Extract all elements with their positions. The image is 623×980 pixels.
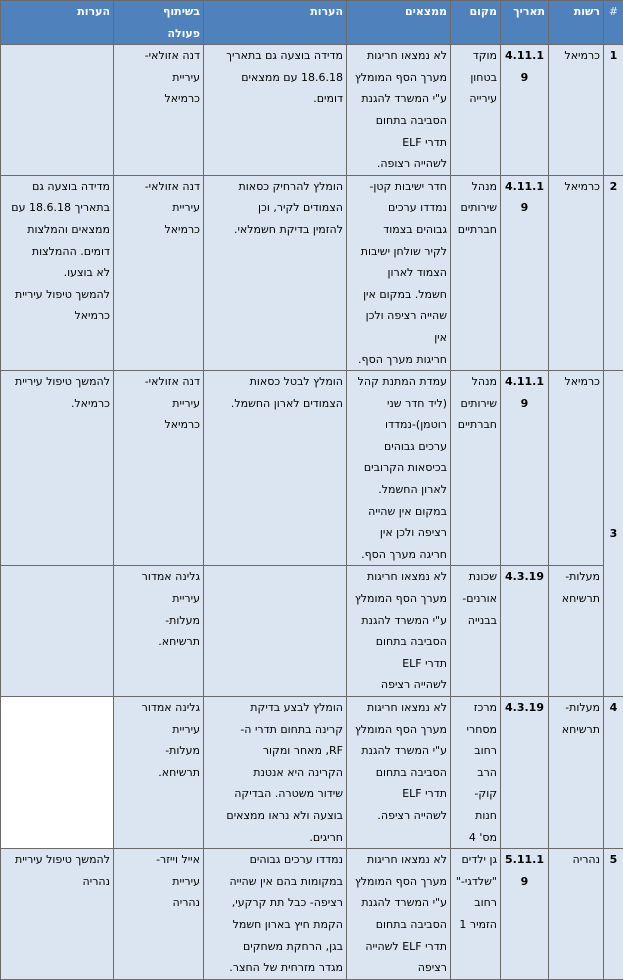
table-row bbox=[1, 849, 623, 980]
row-partner: דנה אזולאי- עיריית כרמיאל bbox=[114, 45, 204, 176]
row-authority: כרמיאל bbox=[549, 45, 604, 176]
col-header-findings: ממצאים bbox=[347, 1, 451, 45]
row-notes-2 bbox=[1, 697, 114, 849]
row-number: 2 bbox=[604, 175, 623, 370]
row-partner: דנה אזולאי- עיריית כרמיאל bbox=[114, 175, 204, 370]
row-number: 5 bbox=[604, 849, 623, 980]
col-header-authority: רשות bbox=[549, 1, 604, 45]
row-findings: חדר ישיבות קטן- נמדדו ערכים גבוהים בצמוד לקיר שולחן ישיבות הצמוד לארון חשמל. במקום אין שהייה רציפה ולכן אין חריגות מערך הסף. bbox=[347, 175, 451, 370]
row-notes-2 bbox=[1, 566, 114, 697]
row-partner: גלינה אמדור עיריית מעלות- תרשיחא. bbox=[114, 697, 204, 849]
row-notes bbox=[204, 566, 347, 697]
row-place: שכונת אורנים- בבנייה bbox=[451, 566, 501, 697]
row-findings: עמדת המתנת קהל (ליד חדר שני רוטמן)-נמדדו ערכים גבוהים בכיסאות הקרובים לארון החשמל. במקום אין שהייה רציפה ולכן אין חריגה מערך הסף. bbox=[347, 371, 451, 566]
row-partner: גלינה אמדור עיריית מעלות- תרשיחא. bbox=[114, 566, 204, 697]
row-notes-2: מדידה בוצעה גם בתאריך 18.6.18 עם ממצאים והמלצות דומים. ההמלצות לא בוצעו. להמשך טיפול עיריית כרמיאל bbox=[1, 175, 114, 370]
table-row bbox=[1, 371, 623, 566]
table-row bbox=[1, 175, 623, 370]
row-place: מנהל שירותים חברתיים bbox=[451, 371, 501, 566]
row-partner: אייל וייזר- עיריית נהריה bbox=[114, 849, 204, 980]
row-notes-2: להמשך טיפול עיריית נהריה bbox=[1, 849, 114, 980]
row-number: 4 bbox=[604, 697, 623, 849]
row-date: 4.11.19 bbox=[501, 45, 549, 176]
header-row bbox=[1, 1, 623, 45]
col-header-partner: בשיתוף פעולה bbox=[114, 1, 204, 45]
row-date: 4.11.19 bbox=[501, 175, 549, 370]
row-place: גן ילדים "שלדגי-" רחוב הזמיר 1 bbox=[451, 849, 501, 980]
row-date: 4.3.19 bbox=[501, 566, 549, 697]
row-date: 4.3.19 bbox=[501, 697, 549, 849]
table-row bbox=[1, 566, 623, 697]
row-notes: הומלץ להרחיק כסאות הצמודים לקיר, וכן להזמין בדיקת חשמלאי. bbox=[204, 175, 347, 370]
row-findings: לא נמצאו חריגות מערך הסף המומלץ ע"י המשרד להגנת הסביבה בתחום תדרי ELF לשהייה רציפה. bbox=[347, 697, 451, 849]
row-authority: נהריה bbox=[549, 849, 604, 980]
row-authority: מעלות- תרשיחא bbox=[549, 566, 604, 697]
row-notes: נמדדו ערכים גבוהים במקומות בהם אין שהייה רציפה- כבל תת קרקעי, הקמת חיץ בארון חשמל בגן, הרחקת משחקים מגדר מזרחית של החצר. bbox=[204, 849, 347, 980]
row-notes-2: להמשך טיפול עיריית כרמיאל. bbox=[1, 371, 114, 566]
row-date: 5.11.19 bbox=[501, 849, 549, 980]
row-date: 4.11.19 bbox=[501, 371, 549, 566]
row-notes: הומלץ לבצע בדיקת קרינה בתחום תדרי ה- RF, מאחר ומקור הקרינה היא אנטנת שידור משטרה. הבדיקה בוצעה ולא נראו ממצאים חריגים. bbox=[204, 697, 347, 849]
row-findings: לא נמצאו חריגות מערך הסף המומלץ ע"י המשרד להגנת הסביבה בתחום תדרי ELF לשהייה רציפה bbox=[347, 849, 451, 980]
row-partner: דנה אזולאי- עיריית כרמיאל bbox=[114, 371, 204, 566]
table-row bbox=[1, 45, 623, 176]
row-notes: הומלץ לבטל כסאות הצמודים לארון החשמל. bbox=[204, 371, 347, 566]
row-place: מנהל שירותים חברתיים bbox=[451, 175, 501, 370]
row-number: 1 bbox=[604, 45, 623, 176]
row-findings: לא נמצאו חריגות מערך הסף המומלץ ע"י המשרד להגנת הסביבה בתחום תדרי ELF לשהייה רצופה. bbox=[347, 45, 451, 176]
col-header-notes: הערות bbox=[204, 1, 347, 45]
col-header-notes-2: הערות bbox=[1, 1, 114, 45]
col-header-place: מקום bbox=[451, 1, 501, 45]
row-notes: מדידה בוצעה גם בתאריך 18.6.18 עם ממצאים דומים. bbox=[204, 45, 347, 176]
row-notes-2 bbox=[1, 45, 114, 176]
row-authority: מעלות- תרשיחא bbox=[549, 697, 604, 849]
row-authority: כרמיאל bbox=[549, 175, 604, 370]
row-place: מוקד בטחון עירייה bbox=[451, 45, 501, 176]
col-header-date: תאריך bbox=[501, 1, 549, 45]
table-row bbox=[1, 697, 623, 849]
row-number: 3 bbox=[604, 371, 623, 697]
row-authority: כרמיאל bbox=[549, 371, 604, 566]
col-header-number: # bbox=[604, 1, 623, 45]
row-findings: לא נמצאו חריגות מערך הסף המומלץ ע"י המשרד להגנת הסביבה בתחום תדרי ELF לשהייה רציפה bbox=[347, 566, 451, 697]
row-place: מרכז מסחרי רחוב הרב קוק- חנות מס' 4 bbox=[451, 697, 501, 849]
